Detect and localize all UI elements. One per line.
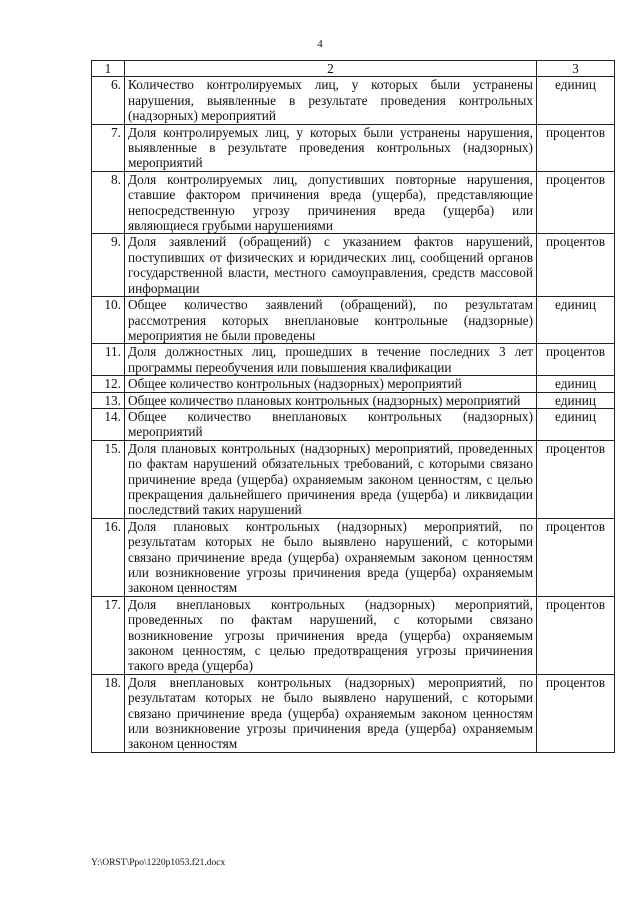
row-unit: процентов	[537, 596, 615, 674]
table-row	[92, 518, 615, 596]
row-description: Доля заявлений (обращений) с указанием фактов нарушений, поступивших от физических и юридических лиц, сообщений органов государственной власти, местного самоуправления, средств массовой информации	[125, 234, 537, 297]
row-number: 14.	[92, 408, 125, 440]
row-number: 9.	[92, 234, 125, 297]
row-description: Общее количество заявлений (обращений), по результатам рассмотрения которых внеплановые контрольные (надзорные) мероприятия не были проведены	[125, 297, 537, 344]
header-cell: 1	[92, 61, 125, 77]
row-unit: процентов	[537, 518, 615, 596]
row-unit: процентов	[537, 440, 615, 518]
row-number: 6.	[92, 77, 125, 124]
row-description: Общее количество плановых контрольных (надзорных) мероприятий	[125, 392, 537, 408]
table-header-row	[92, 61, 615, 77]
table-row	[92, 376, 615, 392]
table-row	[92, 392, 615, 408]
table-row	[92, 77, 615, 124]
row-number: 18.	[92, 674, 125, 752]
row-description: Общее количество внеплановых контрольных (надзорных) мероприятий	[125, 408, 537, 440]
row-unit: процентов	[537, 674, 615, 752]
row-description: Общее количество контрольных (надзорных) мероприятий	[125, 376, 537, 392]
table-row	[92, 408, 615, 440]
table-row	[92, 344, 615, 376]
row-number: 10.	[92, 297, 125, 344]
header-cell: 2	[125, 61, 537, 77]
row-unit: единиц	[537, 392, 615, 408]
table-row	[92, 171, 615, 234]
row-unit: единиц	[537, 77, 615, 124]
page-number: 4	[317, 38, 323, 50]
row-description: Доля внеплановых контрольных (надзорных) мероприятий, по результатам которых не было выявлено нарушений, с которыми связано причинение вреда (ущерба) охраняемым законом ценностям или возникновение угрозы причинения вреда (ущерба) охраняемым законом ценностям	[125, 674, 537, 752]
row-number: 11.	[92, 344, 125, 376]
table-row	[92, 440, 615, 518]
row-unit: единиц	[537, 408, 615, 440]
row-unit: процентов	[537, 344, 615, 376]
row-unit: процентов	[537, 171, 615, 234]
table-row	[92, 596, 615, 674]
table-row	[92, 234, 615, 297]
row-description: Доля плановых контрольных (надзорных) мероприятий, проведенных по фактам нарушений обязательных требований, с которыми связано причинение вреда (ущерба) охраняемым законом ценностям, с целью прекращения дальнейшего причинения вреда (ущерба) и ликвидации последствий таких нарушений	[125, 440, 537, 518]
row-description: Количество контролируемых лиц, у которых были устранены нарушения, выявленные в результате проведения контрольных (надзорных) мероприятий	[125, 77, 537, 124]
row-description: Доля контролируемых лиц, допустивших повторные нарушения, ставшие фактором причинения вреда (ущерба), представляющие непосредственную угрозу причинения вреда (ущерба) или являющиеся грубыми нарушениями	[125, 171, 537, 234]
row-number: 12.	[92, 376, 125, 392]
row-description: Доля плановых контрольных (надзорных) мероприятий, по результатам которых не было выявлено нарушений, с которыми связано причинение вреда (ущерба) охраняемым законом ценностям или возникновение угрозы причинения вреда (ущерба) охраняемым законом ценностям	[125, 518, 537, 596]
row-unit: процентов	[537, 124, 615, 171]
row-unit: единиц	[537, 297, 615, 344]
row-number: 7.	[92, 124, 125, 171]
table-row	[92, 124, 615, 171]
row-unit: единиц	[537, 376, 615, 392]
table-row	[92, 297, 615, 344]
row-description: Доля внеплановых контрольных (надзорных) мероприятий, проведенных по фактам нарушений, с которыми связано возникновение угрозы причинения вреда (ущерба) охраняемым законом ценностям, с целью предотвращения угрозы причинения такого вреда (ущерба)	[125, 596, 537, 674]
row-number: 17.	[92, 596, 125, 674]
indicators-table	[91, 60, 615, 753]
file-path: Y:\ORST\Ppo\1220p1053.f21.docx	[91, 858, 226, 868]
row-number: 13.	[92, 392, 125, 408]
row-number: 15.	[92, 440, 125, 518]
row-description: Доля должностных лиц, прошедших в течение последних 3 лет программы переобучения или повышения квалификации	[125, 344, 537, 376]
row-number: 16.	[92, 518, 125, 596]
table-row	[92, 674, 615, 752]
row-description: Доля контролируемых лиц, у которых были устранены нарушения, выявленные в результате проведения контрольных (надзорных) мероприятий	[125, 124, 537, 171]
row-unit: процентов	[537, 234, 615, 297]
header-cell: 3	[537, 61, 615, 77]
row-number: 8.	[92, 171, 125, 234]
